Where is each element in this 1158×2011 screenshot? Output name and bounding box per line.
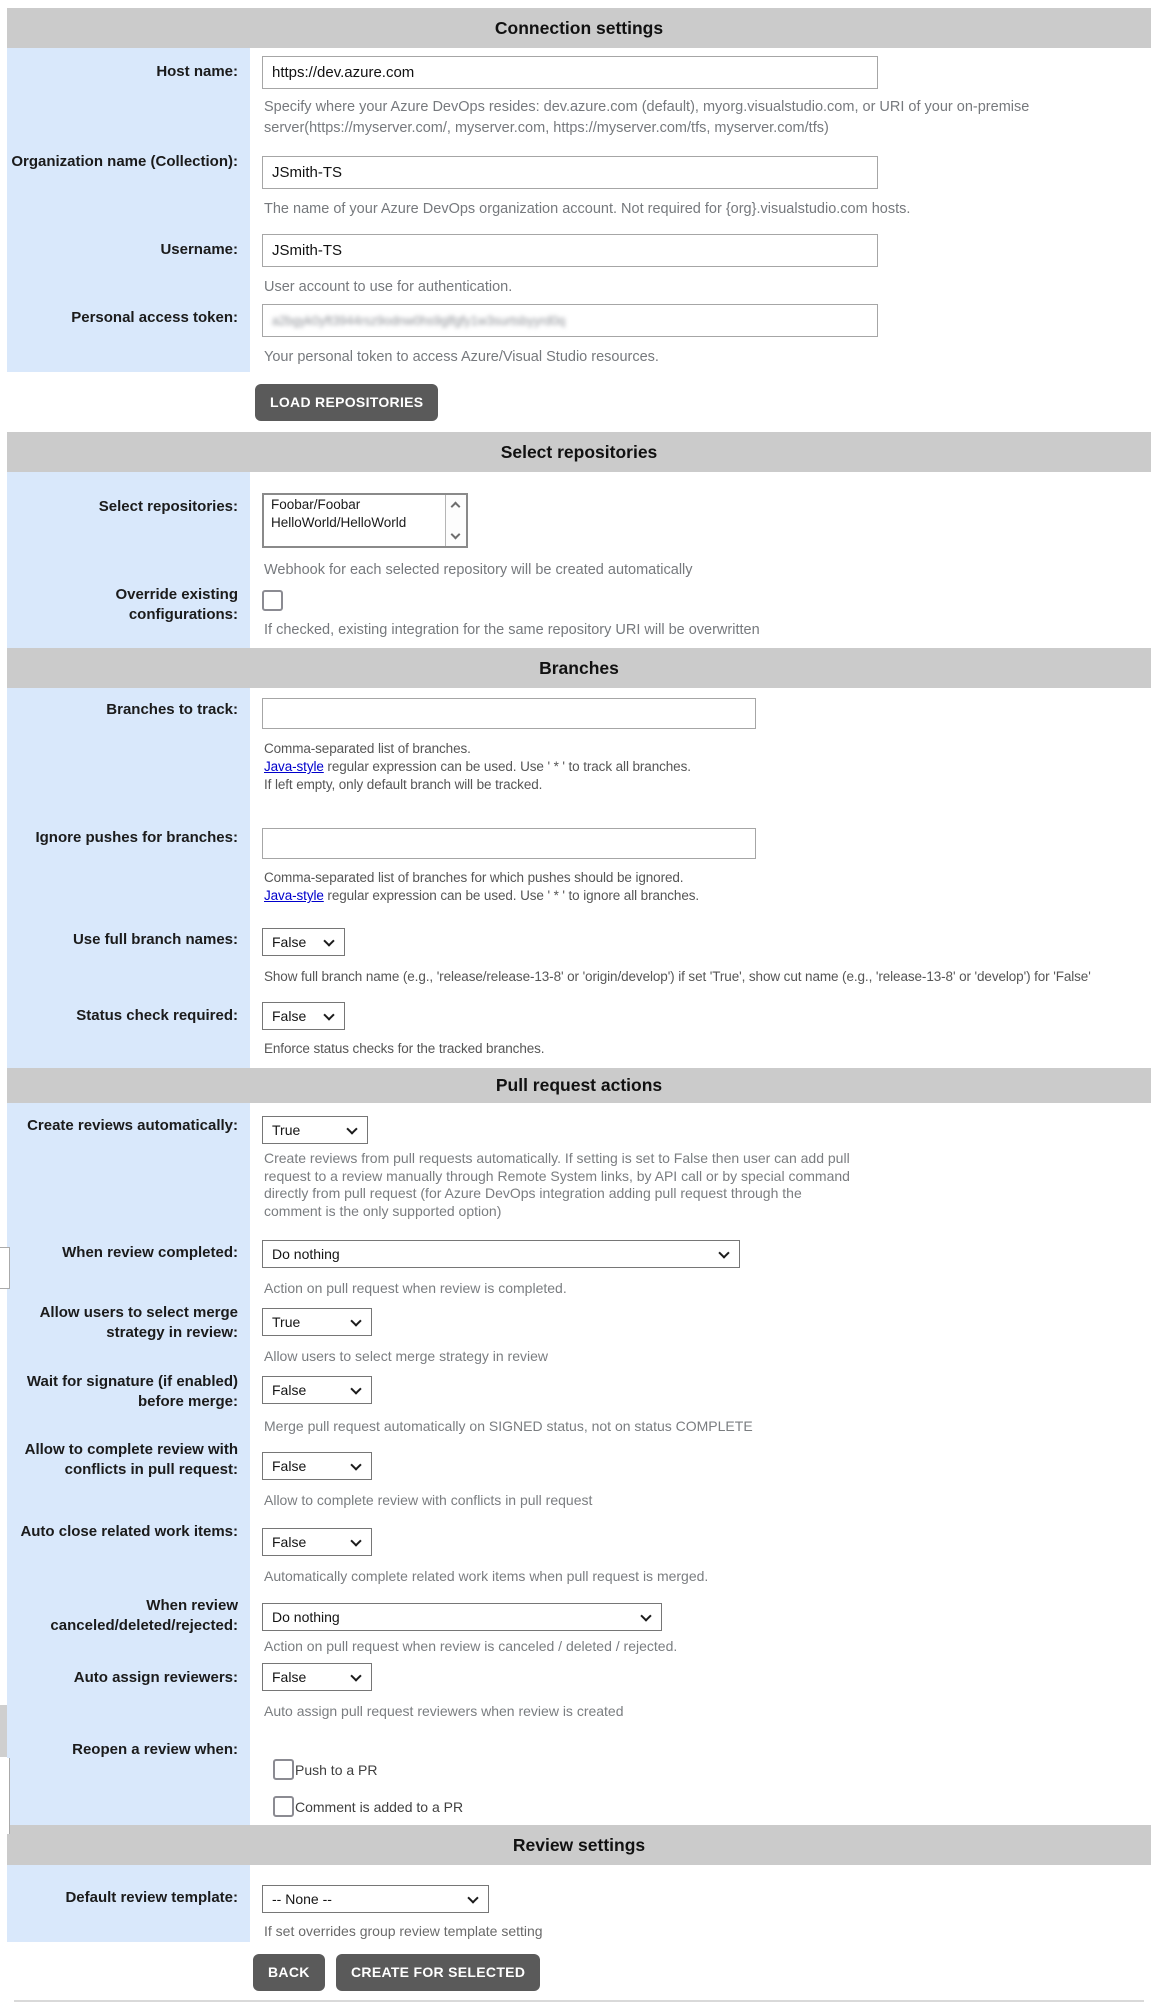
create-for-selected-button[interactable]: CREATE FOR SELECTED xyxy=(336,1954,540,1991)
chevron-down-icon xyxy=(718,1247,729,1258)
ignore-pushes-help-1: Comma-separated list of branches for which pushes should be ignored. xyxy=(264,870,684,885)
section-header-pull-request: Pull request actions xyxy=(7,1068,1151,1103)
repositories-help: Webhook for each selected repository will be created automatically xyxy=(264,562,693,578)
wait-signature-value: False xyxy=(272,1382,307,1398)
when-completed-value: Do nothing xyxy=(272,1246,340,1262)
allow-conflicts-select[interactable] xyxy=(262,1452,372,1480)
ignore-pushes-help-2-text: regular expression can be used. Use ' * ' to ignore all branches. xyxy=(323,888,700,903)
reopen-push-label: Push to a PR xyxy=(295,1762,378,1778)
scroll-down-icon[interactable] xyxy=(451,530,461,540)
allow-conflicts-value: False xyxy=(272,1458,307,1474)
auto-assign-value: False xyxy=(272,1669,307,1685)
full-branch-names-select[interactable] xyxy=(262,928,345,956)
branches-track-help-2-text: regular expression can be used. Use ' * ' to track all branches. xyxy=(323,759,691,774)
when-completed-label: When review completed: xyxy=(62,1244,238,1261)
page-edge-artifact xyxy=(0,1758,10,1834)
auto-assign-help: Auto assign pull request reviewers when review is created xyxy=(264,1703,624,1719)
auto-close-value: False xyxy=(272,1534,307,1550)
create-reviews-select[interactable] xyxy=(262,1116,368,1144)
status-check-select[interactable] xyxy=(262,1002,345,1030)
chevron-down-icon xyxy=(323,935,334,946)
auto-close-select[interactable] xyxy=(262,1528,372,1556)
status-check-value: False xyxy=(272,1008,307,1024)
branches-track-help-1: Comma-separated list of branches. xyxy=(264,741,471,756)
when-completed-select[interactable] xyxy=(262,1240,740,1268)
ignore-pushes-help-2 xyxy=(264,887,699,905)
token-help: Your personal token to access Azure/Visual Studio resources. xyxy=(264,349,659,365)
listbox-scrollbar[interactable] xyxy=(445,495,466,546)
full-branch-names-value: False xyxy=(272,934,307,950)
when-canceled-label: When review canceled/deleted/rejected: xyxy=(50,1597,238,1634)
review-template-label: Default review template: xyxy=(65,1889,238,1906)
organization-label: Organization name (Collection): xyxy=(11,153,238,170)
when-canceled-value: Do nothing xyxy=(272,1609,340,1625)
section-header-review: Review settings xyxy=(7,1825,1151,1865)
auto-close-help: Automatically complete related work items when pull request is merged. xyxy=(264,1568,709,1584)
organization-input[interactable] xyxy=(262,156,878,189)
auto-assign-label: Auto assign reviewers: xyxy=(73,1669,238,1686)
merge-strategy-help: Allow users to select merge strategy in review xyxy=(264,1348,548,1364)
username-label: Username: xyxy=(160,241,238,258)
repositories-listbox[interactable] xyxy=(262,493,468,548)
host-name-label: Host name: xyxy=(156,63,238,80)
chevron-down-icon xyxy=(350,1315,361,1326)
repository-option[interactable]: HelloWorld/HelloWorld xyxy=(271,515,407,530)
create-reviews-help: Create reviews from pull requests automatically. If setting is set to False then user can add pull request to a review manually through Remote System links, by API call or by special command directly from pull request (for Azure DevOps integration adding pull request through the comment is the only supported option) xyxy=(264,1150,850,1219)
java-style-link[interactable]: Java-style xyxy=(264,759,324,774)
review-template-select[interactable] xyxy=(262,1885,489,1913)
chevron-down-icon xyxy=(350,1459,361,1470)
status-check-label: Status check required: xyxy=(76,1007,238,1024)
when-canceled-select[interactable] xyxy=(262,1603,662,1631)
branches-to-track-input[interactable] xyxy=(262,698,756,729)
chevron-down-icon xyxy=(323,1009,334,1020)
username-input[interactable] xyxy=(262,234,878,267)
page-edge-artifact xyxy=(0,1247,10,1289)
token-label: Personal access token: xyxy=(71,309,238,326)
override-label: Override existing configurations: xyxy=(115,586,238,623)
auto-assign-select[interactable] xyxy=(262,1663,372,1691)
wait-signature-label: Wait for signature (if enabled) before merge: xyxy=(26,1373,238,1410)
chevron-down-icon xyxy=(350,1383,361,1394)
review-template-help: If set overrides group review template setting xyxy=(264,1923,543,1939)
branches-track-help-2 xyxy=(264,758,691,776)
section-header-repositories: Select repositories xyxy=(7,432,1151,472)
override-help: If checked, existing integration for the same repository URI will be overwritten xyxy=(264,622,760,638)
allow-conflicts-label: Allow to complete review with conflicts in pull request: xyxy=(24,1441,238,1478)
when-canceled-help: Action on pull request when review is canceled / deleted / rejected. xyxy=(264,1638,678,1654)
wait-signature-select[interactable] xyxy=(262,1376,372,1404)
java-style-link[interactable]: Java-style xyxy=(264,888,324,903)
select-repositories-label: Select repositories: xyxy=(98,498,238,515)
reopen-comment-checkbox[interactable] xyxy=(273,1796,294,1817)
back-button[interactable]: BACK xyxy=(253,1954,325,1991)
chevron-down-icon xyxy=(346,1123,357,1134)
create-reviews-value: True xyxy=(272,1122,301,1138)
token-input[interactable] xyxy=(262,304,878,337)
username-help: User account to use for authentication. xyxy=(264,279,513,295)
reopen-push-checkbox[interactable] xyxy=(273,1759,294,1780)
full-branch-names-label: Use full branch names: xyxy=(72,931,238,948)
branches-track-help-3: If left empty, only default branch will be tracked. xyxy=(264,777,543,792)
review-template-value: -- None -- xyxy=(272,1891,332,1907)
status-check-help: Enforce status checks for the tracked branches. xyxy=(264,1041,545,1056)
section-header-branches: Branches xyxy=(7,648,1151,688)
override-checkbox[interactable] xyxy=(262,590,283,611)
reopen-review-label: Reopen a review when: xyxy=(72,1741,238,1758)
repository-option[interactable]: Foobar/Foobar xyxy=(271,497,361,512)
merge-strategy-value: True xyxy=(272,1314,301,1330)
organization-help: The name of your Azure DevOps organization account. Not required for {org}.visualstudio.com hosts. xyxy=(264,201,911,217)
full-branch-names-help: Show full branch name (e.g., 'release/release-13-8' or 'origin/develop') if set 'True', show cut name (e.g., 'release-13-8' or 'develop') for 'False' xyxy=(264,969,1091,984)
reopen-comment-label: Comment is added to a PR xyxy=(295,1799,464,1815)
create-reviews-label: Create reviews automatically: xyxy=(27,1117,238,1134)
token-blurred-value: a2bgyk0yft3944rsz9odnw0hs9glfgfy1w3surtsbyyrd0q xyxy=(272,314,566,328)
when-completed-help: Action on pull request when review is completed. xyxy=(264,1280,567,1296)
bottom-divider xyxy=(14,2000,1144,2002)
wait-signature-help: Merge pull request automatically on SIGNED status, not on status COMPLETE xyxy=(264,1418,753,1434)
chevron-down-icon xyxy=(640,1610,651,1621)
merge-strategy-label: Allow users to select merge strategy in review: xyxy=(39,1304,238,1341)
page-edge-artifact xyxy=(0,1705,7,1757)
host-name-help: Specify where your Azure DevOps resides: dev.azure.com (default), myorg.visualstudio.com, or URI of your on-premise server(https://myserver.com/, myserver.com, https://myserver.com/tfs, myserver.com/tfs) xyxy=(264,99,1030,136)
ignore-pushes-input[interactable] xyxy=(262,828,756,859)
chevron-down-icon xyxy=(350,1535,361,1546)
scroll-up-icon[interactable] xyxy=(451,502,461,512)
host-name-input[interactable] xyxy=(262,56,878,89)
chevron-down-icon xyxy=(467,1892,478,1903)
chevron-down-icon xyxy=(350,1670,361,1681)
section-header-connection: Connection settings xyxy=(7,8,1151,48)
ignore-pushes-label: Ignore pushes for branches: xyxy=(35,829,238,846)
load-repositories-button[interactable]: LOAD REPOSITORIES xyxy=(255,384,438,421)
merge-strategy-select[interactable] xyxy=(262,1308,372,1336)
allow-conflicts-help: Allow to complete review with conflicts in pull request xyxy=(264,1492,593,1508)
branches-to-track-label: Branches to track: xyxy=(106,701,238,718)
auto-close-label: Auto close related work items: xyxy=(20,1523,238,1540)
